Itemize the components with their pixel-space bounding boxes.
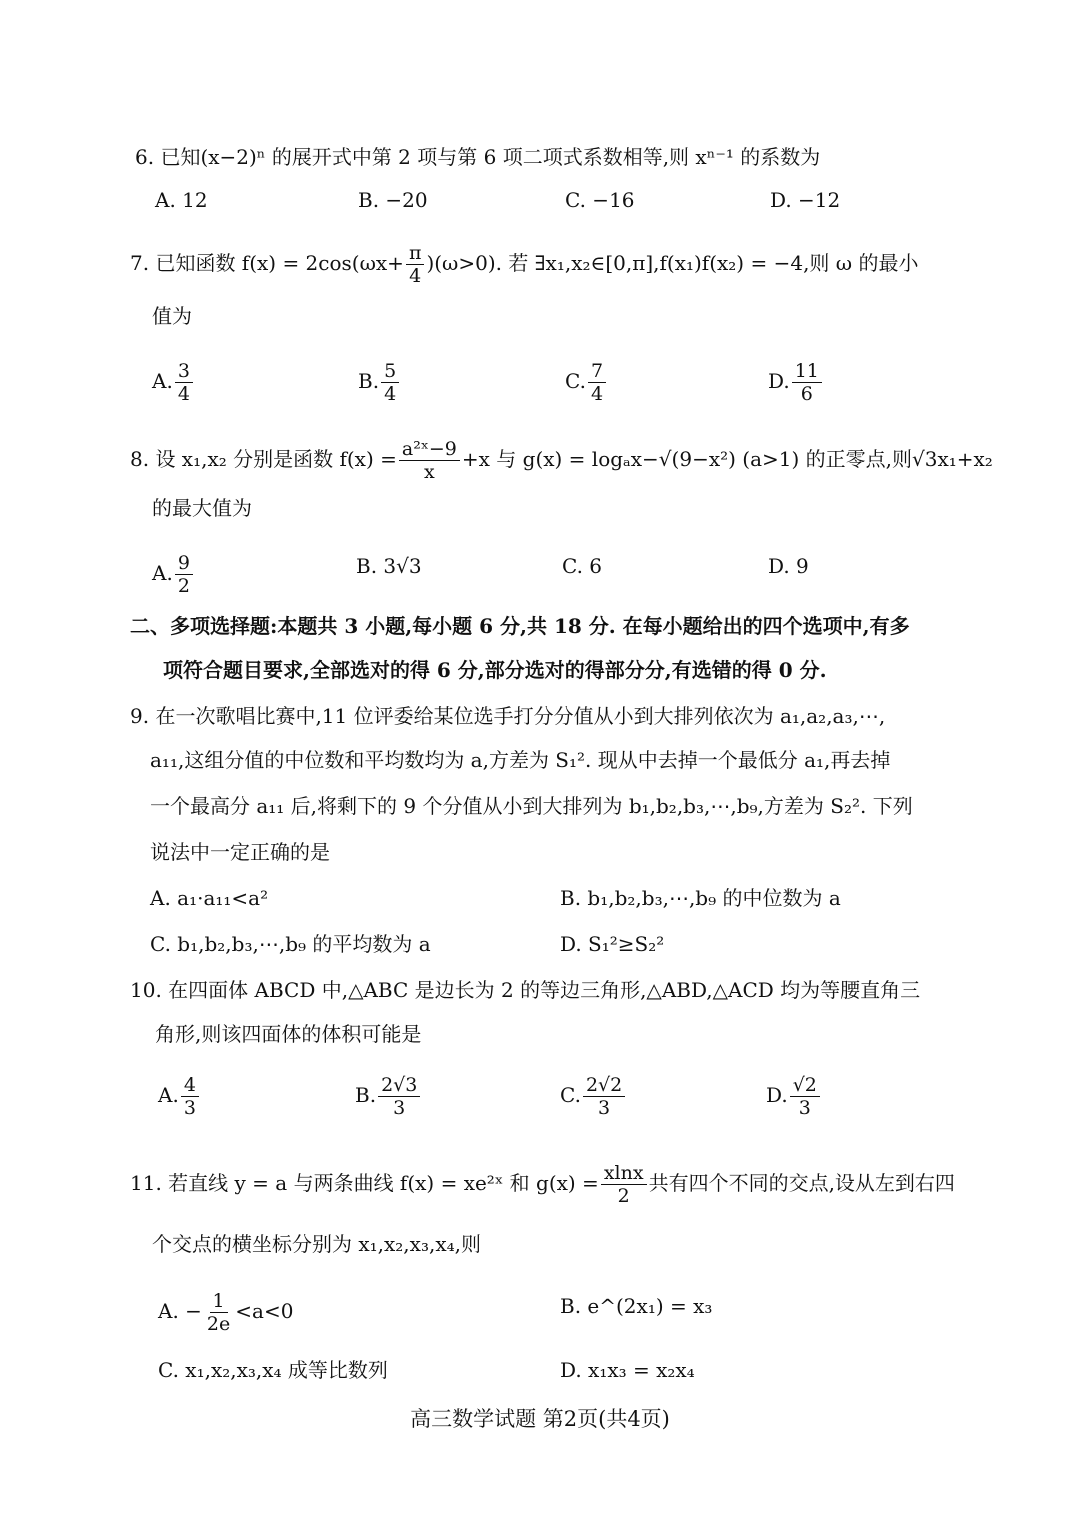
q11-stem-continuation: 个交点的横坐标分别为 x₁,x₂,x₃,x₄,则 bbox=[152, 1232, 481, 1256]
page-footer: 高三数学试题 第2页(共4页) bbox=[410, 1407, 670, 1431]
q8-option-b: B. 3√3 bbox=[356, 554, 422, 578]
q7-stem: 7. 已知函数 f(x) = 2cos(ωx+ $\frac{\pi}{4}$ )(ω>0). 若 ∃x₁,x₂∈[0,π],f(x₁)f(x₂) = −4,则 ω 的最小 bbox=[130, 242, 919, 287]
q11-option-c: C. x₁,x₂,x₃,x₄ 成等比数列 bbox=[158, 1358, 388, 1382]
q8-stem-fraction: $\frac{\text{a²ˣ−9}}{x}$ bbox=[399, 438, 460, 483]
q10-option-c: C. $\frac{2√2}{3}$ bbox=[560, 1074, 627, 1119]
q11-stem: 11. 若直线 y = a 与两条曲线 f(x) = xe²ˣ 和 g(x) = $\frac{xlnx}{2}$ 共有四个不同的交点,设从左到右四 bbox=[130, 1162, 955, 1207]
q7-option-a: A. $\frac{3}{4}$ bbox=[152, 360, 195, 405]
q7-stem-fraction: $\frac{\pi}{4}$ bbox=[406, 242, 425, 287]
q11-stem-fraction: $\frac{xlnx}{2}$ bbox=[601, 1162, 647, 1207]
q11-option-d: D. x₁x₃ = x₂x₄ bbox=[560, 1358, 695, 1382]
q9-stem-line-1: 9. 在一次歌唱比赛中,11 位评委给某位选手打分分值从小到大排列依次为 a₁,a₂,a₃,⋯, bbox=[130, 704, 886, 728]
q9-stem-line-3: 一个最高分 a₁₁ 后,将剩下的 9 个分值从小到大排列为 b₁,b₂,b₃,⋯,b₉,方差为 S₂². 下列 bbox=[150, 794, 913, 818]
q8-option-a: A. $\frac{9}{2}$ bbox=[152, 552, 195, 597]
q6-option-d: D. −12 bbox=[770, 188, 841, 212]
q8-stem-continuation: 的最大值为 bbox=[152, 496, 252, 520]
section2-header: 二、多项选择题:本题共 3 小题,每小题 6 分,共 18 分. 在每小题给出的四个选项中,有多 bbox=[130, 614, 910, 638]
q8-option-d: D. 9 bbox=[768, 554, 809, 578]
q8-stem: 8. 设 x₁,x₂ 分别是函数 f(x) = $\frac{\text{a²ˣ−9}}{x}$ +x 与 g(x) = logₐx−√(9−x²) (a>1) 的正零点,则√3x₁+x₂ bbox=[130, 438, 993, 483]
q6-option-a: A. 12 bbox=[155, 188, 208, 212]
q9-option-b: B. b₁,b₂,b₃,⋯,b₉ 的中位数为 a bbox=[560, 886, 841, 910]
q6-stem: 6. 已知(x−2)ⁿ 的展开式中第 2 项与第 6 项二项式系数相等,则 xⁿ⁻¹ 的系数为 bbox=[135, 145, 821, 169]
q11-option-b: B. e^(2x₁) = x₃ bbox=[560, 1294, 713, 1318]
section2-header-continuation: 项符合题目要求,全部选对的得 6 分,部分选对的得部分分,有选错的得 0 分. bbox=[163, 658, 827, 682]
q9-stem-line-4: 说法中一定正确的是 bbox=[150, 840, 330, 864]
q10-option-b: B. $\frac{2√3}{3}$ bbox=[355, 1074, 422, 1119]
q10-option-d: D. $\frac{√2}{3}$ bbox=[766, 1074, 822, 1119]
q10-stem-line-1: 10. 在四面体 ABCD 中,△ABC 是边长为 2 的等边三角形,△ABD,△ACD 均为等腰直角三 bbox=[130, 978, 921, 1002]
q7-option-c: C. $\frac{7}{4}$ bbox=[565, 360, 608, 405]
q10-stem-line-2: 角形,则该四面体的体积可能是 bbox=[155, 1022, 422, 1046]
q6-option-b: B. −20 bbox=[358, 188, 428, 212]
q9-stem-line-2: a₁₁,这组分值的中位数和平均数均为 a,方差为 S₁². 现从中去掉一个最低分 a₁,再去掉 bbox=[150, 748, 891, 772]
q11-option-a: A. − $\frac{1}{2e}$ <a<0 bbox=[158, 1290, 294, 1335]
q7-stem-continuation: 值为 bbox=[152, 304, 192, 328]
q9-option-c: C. b₁,b₂,b₃,⋯,b₉ 的平均数为 a bbox=[150, 932, 431, 956]
q7-option-b: B. $\frac{5}{4}$ bbox=[358, 360, 401, 405]
q7-option-d: D. $\frac{11}{6}$ bbox=[768, 360, 824, 405]
q10-option-a: A. $\frac{4}{3}$ bbox=[158, 1074, 201, 1119]
q6-option-c: C. −16 bbox=[565, 188, 635, 212]
q9-option-a: A. a₁·a₁₁<a² bbox=[150, 886, 269, 910]
q8-option-c: C. 6 bbox=[562, 554, 603, 578]
q9-option-d: D. S₁²≥S₂² bbox=[560, 932, 665, 956]
